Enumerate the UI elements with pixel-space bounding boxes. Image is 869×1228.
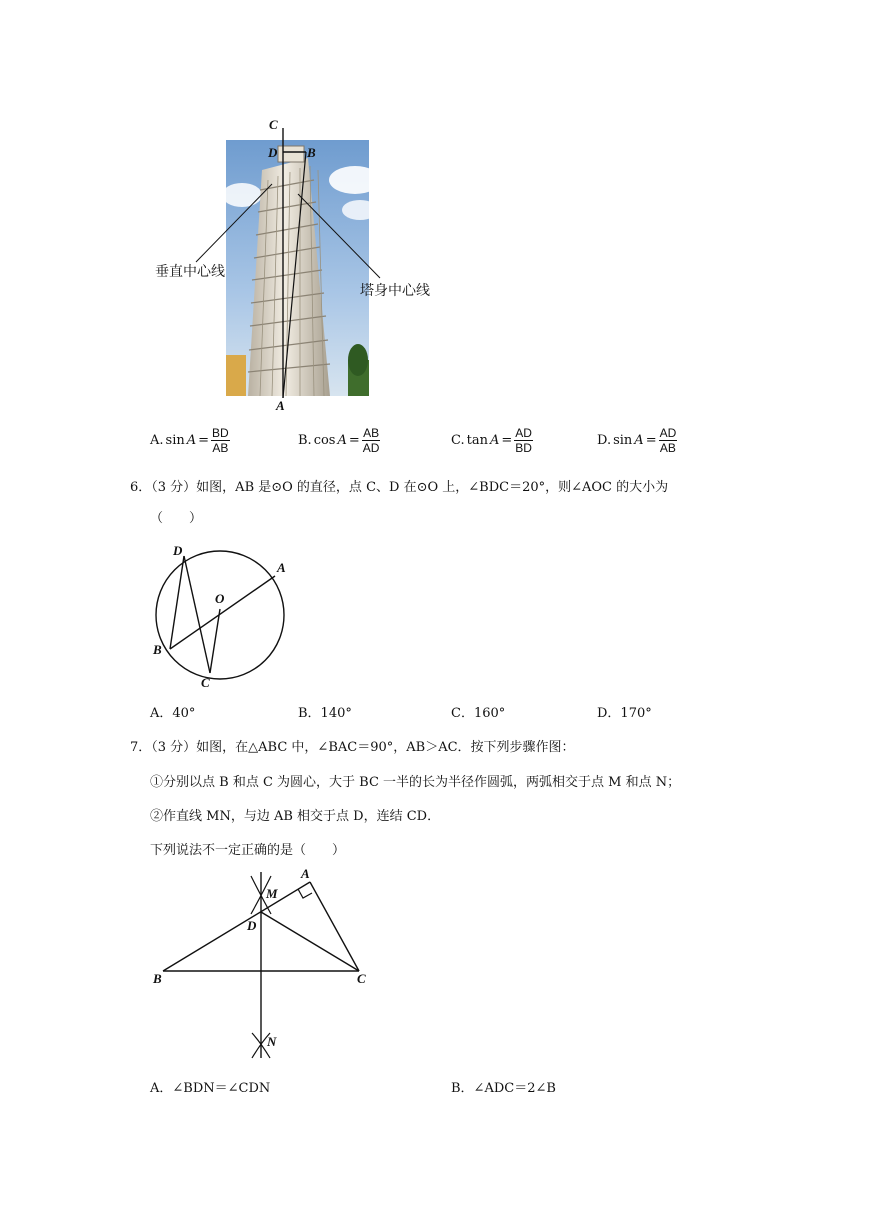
label-M: M [266, 886, 278, 901]
triangle-construction-diagram [145, 868, 385, 1068]
label-C: C [269, 117, 278, 132]
label-D: D [247, 918, 257, 933]
fraction: $\frac{BD}{AB}$ [212, 426, 229, 455]
label-D: D [173, 543, 183, 558]
q7-stem: 7．（3 分）如图，在△ABC 中，∠BAC＝90°，AB＞AC．按下列步骤作图： [130, 740, 575, 755]
q5-option-d[interactable]: D. sin A = $\frac{AD}{AB}$ [597, 426, 677, 455]
label-B: B [307, 145, 316, 160]
q7-step-1: ①分别以点 B 和点 C 为圆心，大于 BC 一半的长为半径作圆弧，两弧相交于点 M 和点 N； [150, 775, 681, 790]
q5-option-b[interactable]: B. cos A = $\frac{AB}{AD}$ [298, 426, 380, 455]
q7-option-a[interactable]: A．∠BDN＝∠CDN [150, 1081, 271, 1096]
q6-option-a[interactable]: A．40° [150, 706, 196, 721]
q5-option-c[interactable]: C. tan A = $\frac{AD}{BD}$ [451, 426, 532, 455]
circle-diagram [145, 540, 295, 690]
fraction: $\frac{AB}{AD}$ [362, 426, 380, 455]
label-C: C [357, 971, 366, 986]
q6-stem: 6．（3 分）如图，AB 是⊙O 的直径，点 C、D 在⊙O 上，∠BDC＝20°，则∠AOC 的大小为 [130, 480, 669, 495]
label-A: A [276, 398, 285, 413]
fraction: $\frac{AD}{BD}$ [515, 426, 532, 455]
q7-question: 下列说法不一定正确的是（ ） [150, 843, 346, 858]
vertical-centerline-label: 垂直中心线 [155, 264, 225, 280]
label-C: C [201, 675, 210, 690]
label-B: B [153, 642, 162, 657]
label-N: N [267, 1034, 277, 1049]
label-O: O [215, 591, 225, 606]
label-A: A [301, 866, 310, 881]
tower-centerline-label: 塔身中心线 [360, 283, 430, 299]
fraction: $\frac{AD}{AB}$ [659, 426, 677, 455]
q6-figure [145, 540, 295, 690]
q6-option-c[interactable]: C．160° [451, 706, 506, 721]
q7-step-2: ②作直线 MN，与边 AB 相交于点 D，连结 CD． [150, 809, 441, 824]
q7-figure [145, 868, 385, 1068]
q6-option-d[interactable]: D．170° [597, 706, 652, 721]
label-A: A [277, 560, 286, 575]
q6-answer-blank: （ ） [150, 511, 203, 526]
q5-figure [150, 110, 470, 415]
q7-option-b[interactable]: B．∠ADC＝2∠B [451, 1081, 556, 1096]
q6-option-b[interactable]: B．140° [298, 706, 352, 721]
label-D: D [268, 145, 278, 160]
label-B: B [153, 971, 162, 986]
q5-option-a[interactable]: A. sin A = $\frac{BD}{AB}$ [150, 426, 229, 455]
